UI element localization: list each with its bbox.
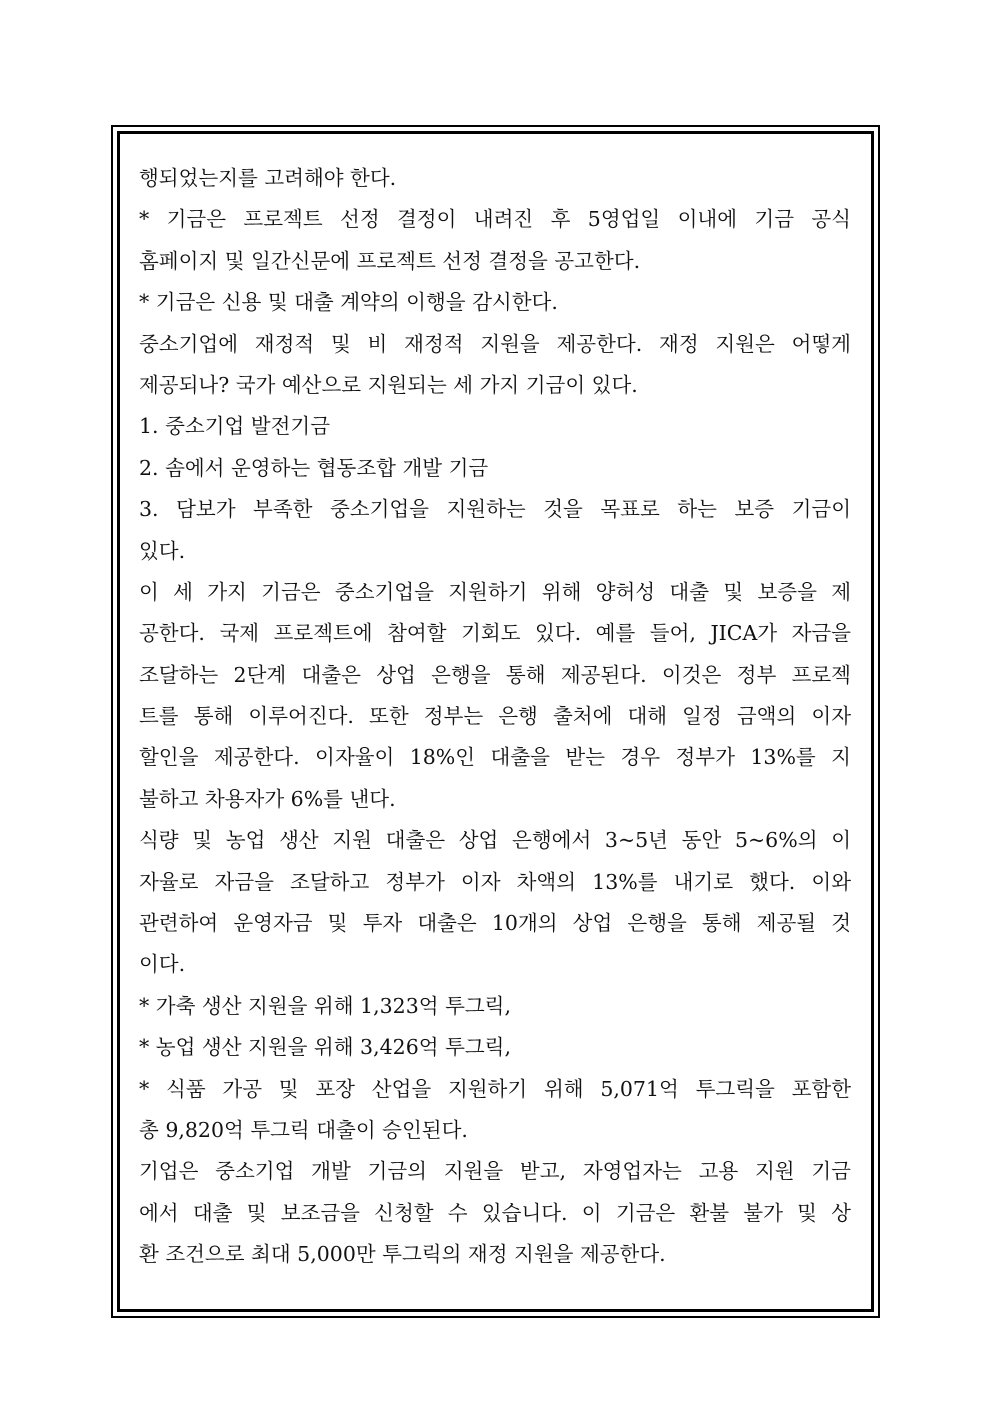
text-line: 홈페이지 및 일간신문에 프로젝트 선정 결정을 공고한다. (139, 248, 641, 273)
text-line: 중소기업에 재정적 및 비 재정적 지원을 제공한다. 재정 지원은 어떻게 (139, 331, 851, 356)
text-line: 트를 통해 이루어진다. 또한 정부는 은행 출처에 대해 일정 금액의 이자 (139, 704, 851, 729)
text-line: 1. 중소기업 발전기금 (139, 414, 331, 439)
text-line: 조달하는 2단계 대출은 상업 은행을 통해 제공된다. 이것은 정부 프로젝 (139, 662, 851, 687)
text-line: 기업은 중소기업 개발 기금의 지원을 받고, 자영업자는 고용 지원 기금 (139, 1159, 851, 1184)
text-line: * 기금은 신용 및 대출 계약의 이행을 감시한다. (139, 290, 558, 315)
text-line: 이다. (139, 952, 186, 977)
text-line: 3. 담보가 부족한 중소기업을 지원하는 것을 목표로 하는 보증 기금이 (139, 497, 851, 522)
text-line: 관련하여 운영자금 및 투자 대출은 10개의 상업 은행을 통해 제공될 것 (139, 911, 851, 936)
text-line: 이 세 가지 기금은 중소기업을 지원하기 위해 양허성 대출 및 보증을 제 (139, 579, 851, 604)
text-line: 에서 대출 및 보조금을 신청할 수 있습니다. 이 기금은 환불 불가 및 상 (139, 1200, 851, 1225)
text-line: 할인을 제공한다. 이자율이 18%인 대출을 받는 경우 정부가 13%를 지 (139, 745, 851, 770)
text-line: 있다. (139, 538, 186, 563)
document-body (139, 158, 851, 1276)
text-line: 불하고 차용자가 6%를 낸다. (139, 786, 396, 811)
text-line: 식량 및 농업 생산 지원 대출은 상업 은행에서 3~5년 동안 5~6%의 이 (139, 828, 851, 853)
text-line: 2. 솜에서 운영하는 협동조합 개발 기금 (139, 455, 489, 480)
text-line: * 기금은 프로젝트 선정 결정이 내려진 후 5영업일 이내에 기금 공식 (139, 207, 851, 232)
text-line: 환 조건으로 최대 5,000만 투그릭의 재정 지원을 제공한다. (139, 1242, 666, 1267)
text-line: 공한다. 국제 프로젝트에 참여할 기회도 있다. 예를 들어, JICA가 자금을 (139, 621, 851, 646)
text-line: 총 9,820억 투그릭 대출이 승인된다. (139, 1117, 468, 1142)
text-line: * 농업 생산 지원을 위해 3,426억 투그릭, (139, 1035, 511, 1060)
text-line: 자율로 자금을 조달하고 정부가 이자 차액의 13%를 내기로 했다. 이와 (139, 869, 851, 894)
text-line: 행되었는지를 고려해야 한다. (139, 166, 397, 190)
text-line: * 식품 가공 및 포장 산업을 지원하기 위해 5,071억 투그릭을 포함한 (139, 1076, 851, 1101)
text-line: * 가축 생산 지원을 위해 1,323억 투그릭, (139, 993, 511, 1018)
text-line: 제공되나? 국가 예산으로 지원되는 세 가지 기금이 있다. (139, 372, 638, 397)
